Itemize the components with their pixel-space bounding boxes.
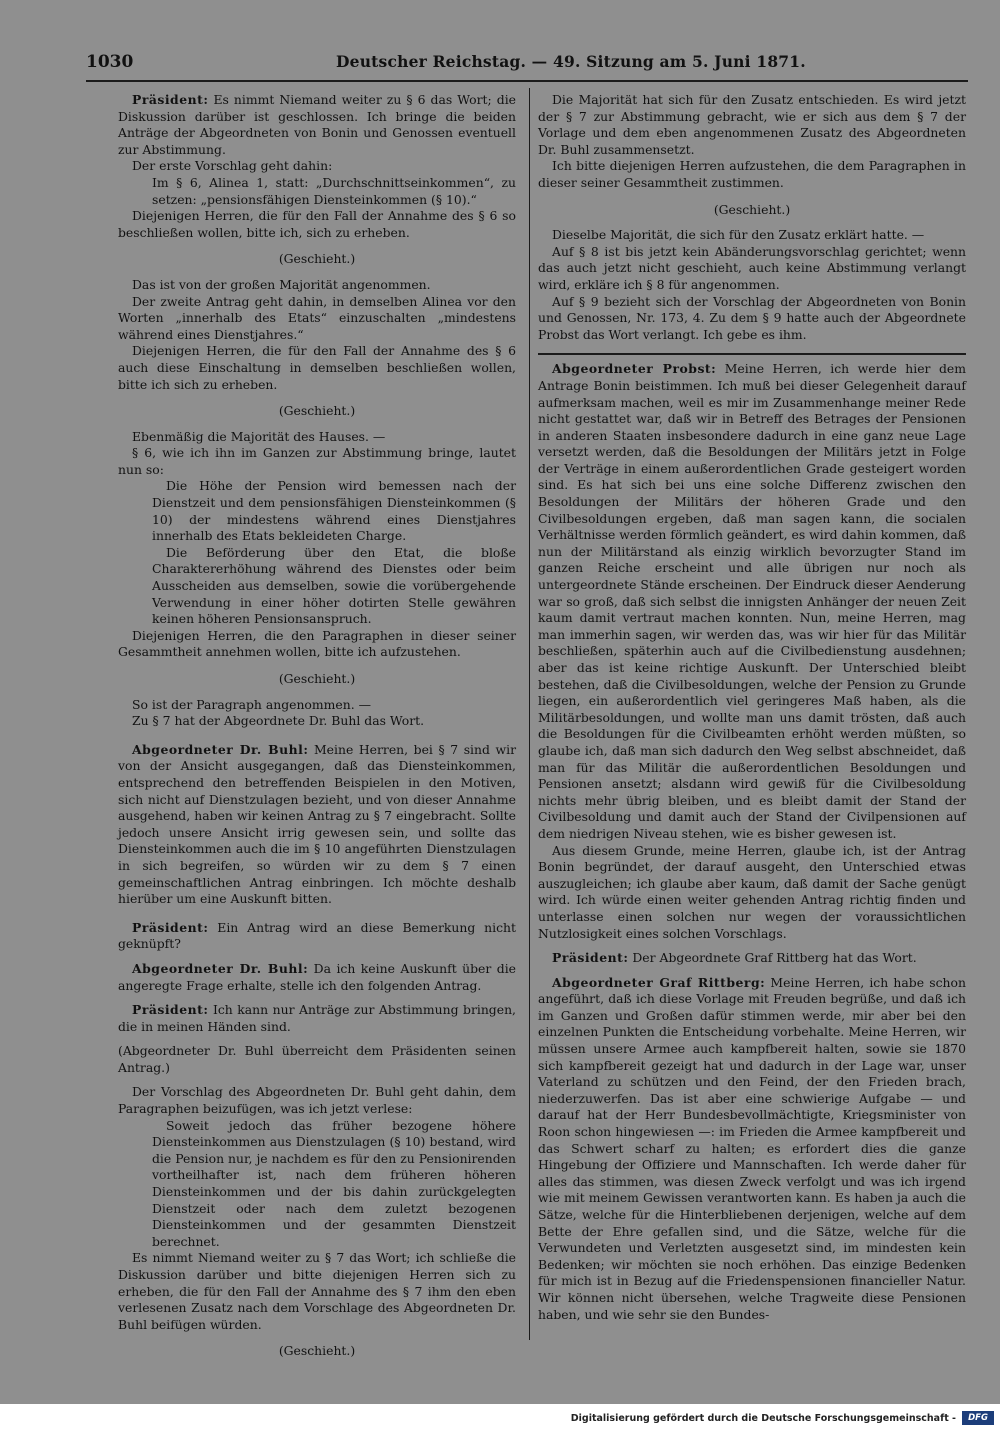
paragraph: Diejenigen Herren, die für den Fall der Annahme des § 6 auch diese Einschaltung in demselben beschließen wollen, bitte ich sich zu erheben. bbox=[118, 343, 516, 392]
paragraph-text: Meine Herren, bei § 7 sind wir von der Ansicht ausgegangen, daß das Diensteinkommen, entsprechend den betreffenden Beispielen in den Motiven, sich nicht auf Dienstzulagen bezieht, und von dieser Annahme ausgehend, haben wir keinen Antrag zu § 7 eingebracht. Sollte jedoch unsere Ansicht irrig gewesen sein, und sollte das Diensteinkommen auch die im § 10 angeführten Dienstzulagen in sich begreifen, so würden wir zu dem § 7 einen gemeinschaftlichen Antrag einbringen. Ich möchte deshalb hierüber um eine Auskunft bitten. bbox=[118, 741, 516, 907]
paragraph: Zu § 7 hat der Abgeordnete Dr. Buhl das Wort. bbox=[132, 713, 425, 729]
paragraph: Ebenmäßig die Majorität des Hauses. — bbox=[132, 428, 386, 444]
speaker: Abgeordneter Graf Rittberg: bbox=[552, 974, 766, 990]
paragraph: Die Majorität hat sich für den Zusatz entschieden. Es wird jetzt der § 7 zur Abstimmung gebracht, wie er sich aus dem § 7 der Vorlage und dem eben angenommenen Zusatz des Abgeordneten Dr. Buhl zusammensetzt. bbox=[538, 92, 966, 157]
paragraph bbox=[118, 742, 516, 908]
speaker: Präsident: bbox=[132, 92, 209, 107]
page-number: 1030 bbox=[86, 52, 134, 72]
stage-direction: (Geschieht.) bbox=[278, 1343, 356, 1359]
speaker: Abgeordneter Dr. Buhl: bbox=[132, 741, 309, 757]
paragraph-text: Meine Herren, ich werde hier dem Antrage Bonin beistimmen. Ich muß bei dieser Gelegenheit darauf aufmerksam machen, weil es mir im Zusammenhange meiner Rede nicht gestattet war, daß wir in Betreff des Betrages der Pensionen in anderen Staaten insbesondere dadurch in eine ganz neue Lage versetzt werden, daß die Besoldungen der Militärs jetzt in Folge der Verträge in einem außerordentlichen Grade gesteigert worden sind. Es hat sich bei uns eine solche Differenz zwischen den Besoldungen der Militärs der höheren Grade und den Civilbesoldungen ergeben, daß man sagen kann, die socialen Verhältnisse werden förmlich geändert, es wird dahin kommen, daß nun der Militärstand als einzig wirklich bevorzugter Stand im ganzen Reiche erscheint und alle übrigen nur noch als untergeordnete Stände erscheinen. Der Eindruck dieser Aenderung war so groß, daß sich selbst die innigsten Anhänger der neuen Zeit kaum damit vertraut machen konnten. Nun, meine Herren, mag man immerhin sagen, wir werden das, was wir hier für das Militär beschließen, späterhin auch auf die Civilbedienstung ausdehnen; aber das ist keine richtige Auskunft. Der Unterschied bleibt bestehen, daß die Civilbesoldungen, welche der Pension zu Grunde liegen, ein außerordentlich viel geringeres Maß haben, als die Militärbesoldungen, und wollte man uns damit trösten, daß auch die Besoldungen für die Civilbeamten erhöht werden müßten, so glaube ich, daß man sich dadurch den Weg selbst abschneidet, daß man für das Militär die außerordentlichen Besoldungen und Pensionen ansetzt; alsdann wird gewiß für die Civilbesoldung nichts mehr übrig bleiben, und es bleibt damit der Stand der Civilbesoldung und damit auch der Stand der Civilpensionen auf dem niedrigen Niveau stehen, wie es bisher gewesen ist. bbox=[538, 361, 966, 841]
speaker: Abgeordneter Dr. Buhl: bbox=[132, 960, 309, 976]
right-column bbox=[538, 92, 966, 1323]
paragraph: Auf § 9 bezieht sich der Vorschlag der Abgeordneten von Bonin und Genossen, Nr. 173, 4. Zu dem § 9 hatte auch der Abgeordnete Probst das Wort verlangt. Ich gebe es ihm. bbox=[538, 293, 966, 342]
page-header bbox=[86, 48, 966, 76]
paragraph: Auf § 8 ist bis jetzt kein Abänderungsvorschlag gerichtet; wenn das auch jetzt nicht geschieht, auch keine Abstimmung verlangt wird, erkläre ich § 8 für angenommen. bbox=[538, 243, 966, 292]
paragraph: § 6, wie ich ihn im Ganzen zur Abstimmung bringe, lautet nun so: bbox=[118, 445, 516, 477]
stage-direction: (Geschieht.) bbox=[713, 201, 791, 217]
paragraph bbox=[538, 353, 966, 842]
paragraph: Der Vorschlag des Abgeordneten Dr. Buhl geht dahin, dem Paragraphen beizufügen, was ich jetzt verlese: bbox=[118, 1084, 516, 1117]
quoted-proposal: Soweit jedoch das früher bezogene höhere Diensteinkommen aus Dienstzulagen (§ 10) bestand, wird die Pension nur, je nachdem es für den zu Pensionirenden vortheilhafter ist, nach dem früheren höheren Diensteinkommen und der bis dahin zurückgelegten Dienstzeit oder nach dem zuletzt bezogenen Diensteinkommen und der gesammten Dienstzeit berechnet. bbox=[152, 1117, 516, 1249]
paragraph-text: Da ich keine Auskunft über die angeregte Frage erhalte, stelle ich den folgenden Antrag. bbox=[118, 960, 516, 993]
paragraph bbox=[538, 975, 966, 1323]
running-title: Deutscher Reichstag. — 49. Sitzung am 5. Juni 1871. bbox=[336, 52, 806, 71]
quoted-law-text: Die Höhe der Pension wird bemessen nach der Dienstzeit und dem pensionsfähigen Diensteinkommen (§ 10) der mindestens während eines Dienstjahres innerhalb des Etats bekleideten Charge. bbox=[152, 478, 516, 544]
stage-direction: (Abgeordneter Dr. Buhl überreicht dem Präsidenten seinen Antrag.) bbox=[118, 1043, 516, 1075]
stage-direction: (Geschieht.) bbox=[278, 671, 356, 686]
left-column bbox=[118, 92, 516, 1369]
paragraph bbox=[118, 1002, 516, 1035]
dfg-logo: DFG bbox=[962, 1411, 994, 1425]
paragraph bbox=[118, 920, 516, 953]
paragraph-text: Meine Herren, ich habe schon angeführt, daß ich diese Vorlage mit Freuden begrüße, und daß ich im Ganzen und Großen dafür stimmen werde, mir aber bei den einzelnen Punkten die Entscheidung vorbehalte. Meine Herren, wir müssen unsere Armee auch kampfbereit halten, sowie sie 1870 sich kampfbereit gezeigt hat und dadurch in der Lage war, unser Vaterland zu schützen und den Feind, der den Frieden brach, niederzuwerfen. Das ist aber eine schwierige Aufgabe — und darauf hat der Herr Bundesbevollmächtigte, Kriegsminister von Roon schon hingewiesen —: im Frieden die Armee kampfbereit und das Schwert scharf zu halten; es erfordert dies die ganze Hingebung der Offiziere und Mannschaften. Ich werde daher für alles das stimmen, was diesen Zweck verfolgt und was ich irgend wie mit meinem Gewissen verantworten kann. Es haben ja auch die Sätze, welche für die Hinterbliebenen derjenigen, welche auf dem Bette der Ehre gefallen sind, und die Sätze, welche für die Verwundeten und Verletzten ausgesetzt sind, im mindesten kein Bedenken; wir möchten sie noch erhöhen. Das einzige Bedenken für mich ist in Bezug auf die Friedenspensionen financieller Natur. Wir können nicht übersehen, welche Tragweite diese Pensionen haben, und wie sehr sie den Bundes- bbox=[538, 974, 966, 1322]
paragraph-text: Der Abgeordnete Graf Rittberg hat das Wort. bbox=[632, 950, 917, 966]
paragraph: Dieselbe Majorität, die sich für den Zusatz erklärt hatte. — bbox=[552, 227, 925, 243]
paragraph bbox=[538, 950, 966, 967]
stage-direction: (Geschieht.) bbox=[278, 251, 356, 267]
header-rule bbox=[86, 80, 968, 82]
paragraph: Ich bitte diejenigen Herren aufzustehen, die dem Paragraphen in dieser seiner Gesammtheit zustimmen. bbox=[538, 158, 966, 190]
paragraph: So ist der Paragraph angenommen. — bbox=[132, 696, 371, 712]
paragraph: Diejenigen Herren, die für den Fall der Annahme des § 6 so beschließen wollen, bitte ich, sich zu erheben. bbox=[118, 208, 516, 240]
column-divider bbox=[529, 88, 530, 1340]
quoted-proposal: Im § 6, Alinea 1, statt: „Durchschnittseinkommen“, zu setzen: „pensionsfähigen Diensteinkommen (§ 10).“ bbox=[152, 174, 516, 207]
quoted-law-text: Die Beförderung über den Etat, die bloße Charaktererhöhung während des Dienstes oder beim Ausscheiden aus demselben, sowie die vorübergehende Verwendung in einer höher dotirten Stelle gewähren keinen höheren Pensionsanspruch. bbox=[152, 544, 516, 627]
paragraph bbox=[118, 961, 516, 994]
paragraph: Aus diesem Grunde, meine Herren, glaube ich, ist der Antrag Bonin begründet, der darauf ausgeht, den Unterschied etwas auszugleichen; ich glaube aber kaum, daß damit der Sache genügt wird. Ich würde einen weiter gehenden Antrag richtig finden und unterlasse einen solchen nur wegen der voraussichtlichen Nutzlosigkeit eines solchen Vorschlags. bbox=[538, 842, 966, 941]
paragraph: Diejenigen Herren, die den Paragraphen in dieser seiner Gesammtheit annehmen wollen, bitte ich aufzustehen. bbox=[118, 627, 516, 660]
paragraph: Der erste Vorschlag geht dahin: bbox=[132, 158, 333, 174]
speaker: Abgeordneter Probst: bbox=[552, 361, 717, 377]
funding-credit: Digitalisierung gefördert durch die Deutsche Forschungsgemeinschaft - bbox=[570, 1413, 956, 1424]
speaker: Präsident: bbox=[132, 919, 209, 935]
paragraph: Der zweite Antrag geht dahin, in demselben Alinea vor den Worten „innerhalb des Etats“ einzuschalten „mindestens während eines Dienstjahres.“ bbox=[118, 293, 516, 342]
paragraph-text: Es nimmt Niemand weiter zu § 6 das Wort; die Diskussion darüber ist geschlossen. Ich bringe die beiden Anträge der Abgeordneten von Bonin und Genossen eventuell zur Abstimmung. bbox=[118, 92, 516, 157]
speaker: Präsident: bbox=[132, 1002, 209, 1018]
stage-direction: (Geschieht.) bbox=[278, 403, 356, 419]
speaker: Präsident: bbox=[552, 950, 629, 966]
paragraph bbox=[118, 92, 516, 158]
paragraph: Das ist von der großen Majorität angenommen. bbox=[132, 276, 431, 292]
paragraph: Es nimmt Niemand weiter zu § 7 das Wort; ich schließe die Diskussion darüber und bitte diejenigen Herren sich zu erheben, die für den Fall der Annahme des § 7 ihm den eben verlesenen Zusatz nach dem Vorschlage des Abgeordneten Dr. Buhl beifügen würden. bbox=[118, 1250, 516, 1332]
paragraph-text: Ein Antrag wird an diese Bemerkung nicht geknüpft? bbox=[118, 919, 516, 952]
paragraph-text: Ich kann nur Anträge zur Abstimmung bringen, die in meinen Händen sind. bbox=[118, 1002, 516, 1034]
page-footer bbox=[0, 1404, 1000, 1432]
